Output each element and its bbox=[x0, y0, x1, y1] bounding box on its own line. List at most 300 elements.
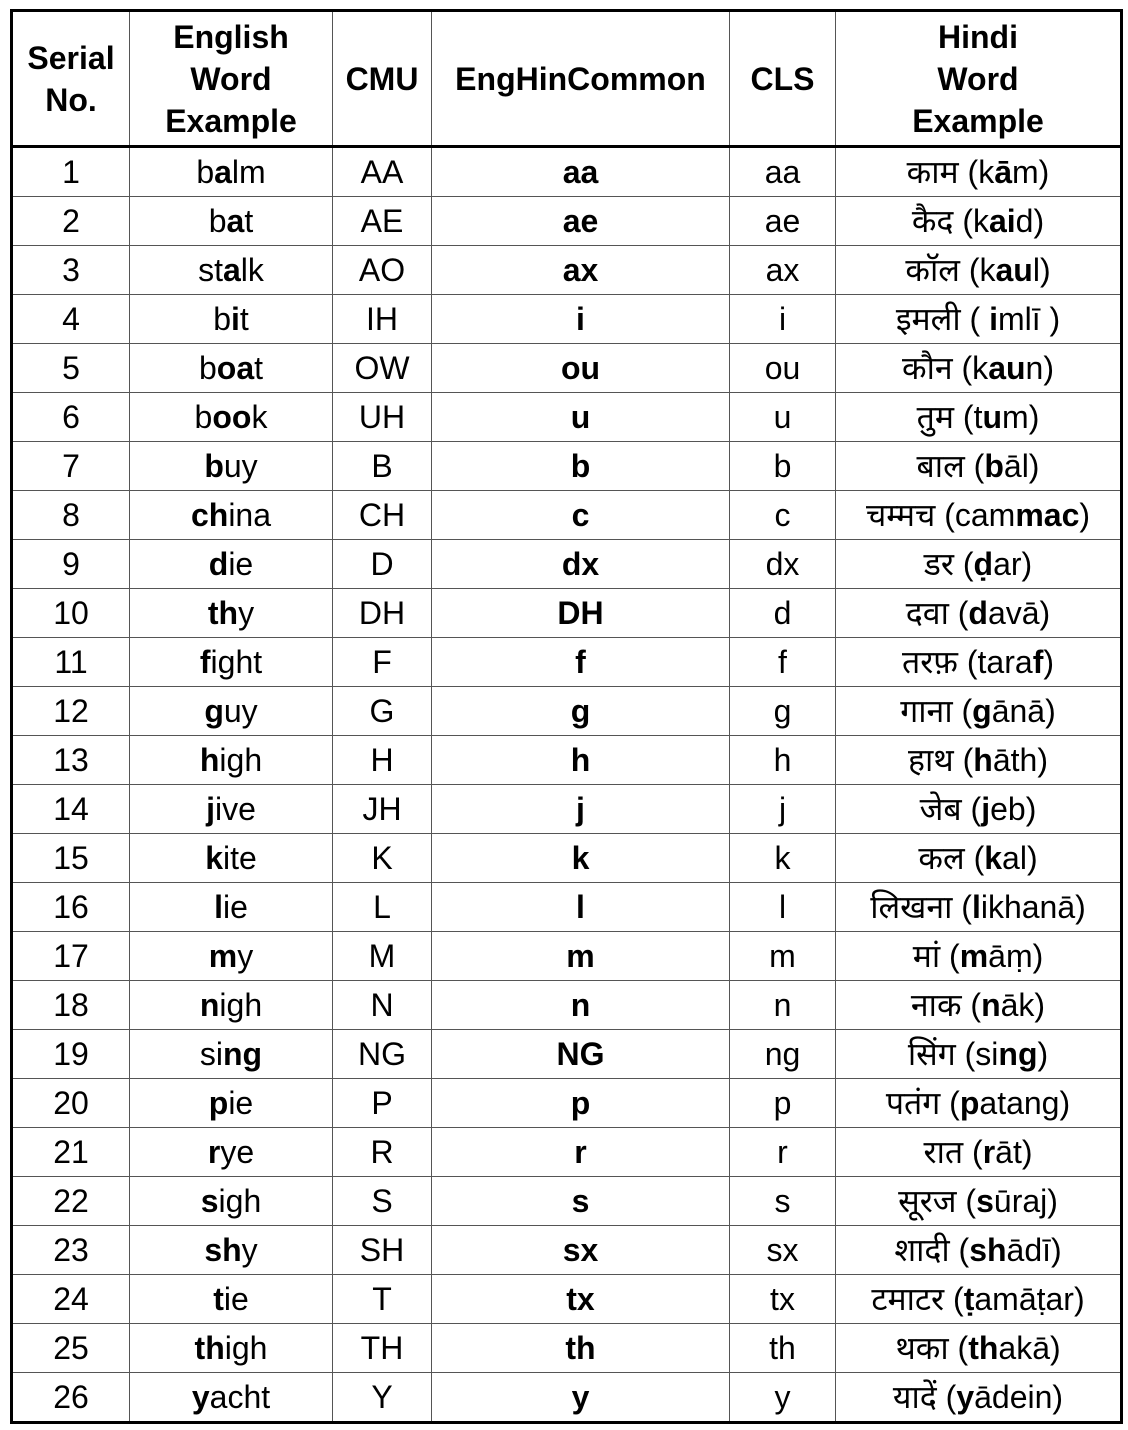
header-line: Word bbox=[937, 60, 1019, 97]
text-segment: ive bbox=[214, 791, 256, 827]
text-segment: ūraj) bbox=[993, 1183, 1058, 1219]
highlighted-segment: h bbox=[973, 742, 993, 778]
text-segment: शादी ( bbox=[894, 1232, 970, 1268]
english-example-cell bbox=[130, 932, 333, 981]
enghincommon-cell: n bbox=[432, 981, 730, 1030]
table-row bbox=[12, 981, 1122, 1030]
cmu-cell: S bbox=[333, 1177, 432, 1226]
highlighted-segment: r bbox=[982, 1134, 996, 1170]
highlighted-segment: i bbox=[989, 301, 998, 337]
text-segment: āt) bbox=[995, 1134, 1033, 1170]
text-segment: āl) bbox=[1003, 448, 1040, 484]
cls-cell: r bbox=[730, 1128, 836, 1177]
hindi-example-cell bbox=[836, 540, 1122, 589]
text-segment: ) bbox=[1079, 497, 1091, 533]
highlighted-segment: g bbox=[204, 693, 224, 729]
text-segment: k bbox=[251, 399, 268, 435]
table-row bbox=[12, 687, 1122, 736]
text-segment: amāṭar) bbox=[974, 1281, 1085, 1317]
text-segment: igh bbox=[218, 1183, 262, 1219]
table-row bbox=[12, 197, 1122, 246]
text-segment: चम्मच (cam bbox=[865, 497, 1016, 533]
table-row bbox=[12, 589, 1122, 638]
header-hindi-word-example bbox=[836, 11, 1122, 147]
text-segment: st bbox=[198, 252, 223, 288]
cmu-cell: G bbox=[333, 687, 432, 736]
cmu-cell: CH bbox=[333, 491, 432, 540]
highlighted-segment: s bbox=[200, 1183, 219, 1219]
table-row bbox=[12, 638, 1122, 687]
cls-cell: ng bbox=[730, 1030, 836, 1079]
cmu-cell: UH bbox=[333, 393, 432, 442]
hindi-example-cell bbox=[836, 687, 1122, 736]
table-row bbox=[12, 1226, 1122, 1275]
hindi-example-cell bbox=[836, 1275, 1122, 1324]
english-example-cell bbox=[130, 442, 333, 491]
table-row bbox=[12, 1373, 1122, 1423]
text-segment: कैद (k bbox=[911, 203, 989, 239]
text-segment: avā) bbox=[987, 595, 1051, 631]
cmu-cell: AA bbox=[333, 147, 432, 197]
serial-cell: 19 bbox=[12, 1030, 130, 1079]
text-segment: igh bbox=[219, 987, 263, 1023]
english-example-cell bbox=[130, 540, 333, 589]
cls-cell: ax bbox=[730, 246, 836, 295]
hindi-example-cell bbox=[836, 1030, 1122, 1079]
highlighted-segment: y bbox=[956, 1379, 975, 1415]
cls-cell: d bbox=[730, 589, 836, 638]
enghincommon-cell: y bbox=[432, 1373, 730, 1423]
cls-cell: i bbox=[730, 295, 836, 344]
text-segment: ādī) bbox=[1006, 1232, 1062, 1268]
text-segment: बाल ( bbox=[916, 448, 985, 484]
english-example-cell bbox=[130, 1079, 333, 1128]
text-segment: तरफ़ (tara bbox=[901, 644, 1033, 680]
english-example-cell bbox=[130, 491, 333, 540]
text-segment: eb) bbox=[990, 791, 1037, 827]
hindi-example-cell bbox=[836, 295, 1122, 344]
english-example-cell bbox=[130, 344, 333, 393]
cmu-cell: H bbox=[333, 736, 432, 785]
serial-cell: 26 bbox=[12, 1373, 130, 1423]
highlighted-segment: th bbox=[968, 1330, 999, 1366]
cls-cell: s bbox=[730, 1177, 836, 1226]
text-segment: b bbox=[213, 301, 231, 337]
cls-cell: g bbox=[730, 687, 836, 736]
text-segment: akā) bbox=[998, 1330, 1061, 1366]
text-segment: तुम (t bbox=[916, 399, 983, 435]
text-segment: कल ( bbox=[918, 840, 985, 876]
serial-cell: 8 bbox=[12, 491, 130, 540]
highlighted-segment: f bbox=[199, 644, 211, 680]
enghincommon-cell: i bbox=[432, 295, 730, 344]
text-segment: कौन (k bbox=[902, 350, 989, 386]
text-segment: ānā) bbox=[991, 693, 1056, 729]
header-line: Serial bbox=[27, 39, 115, 76]
table-row bbox=[12, 295, 1122, 344]
text-segment: t bbox=[239, 301, 249, 337]
highlighted-segment: ng bbox=[223, 1036, 263, 1072]
highlighted-segment: sh bbox=[969, 1232, 1007, 1268]
enghincommon-cell: r bbox=[432, 1128, 730, 1177]
text-segment: igh bbox=[224, 1330, 268, 1366]
serial-cell: 13 bbox=[12, 736, 130, 785]
serial-cell: 17 bbox=[12, 932, 130, 981]
serial-cell: 7 bbox=[12, 442, 130, 491]
enghincommon-cell: j bbox=[432, 785, 730, 834]
hindi-example-cell bbox=[836, 883, 1122, 932]
text-segment: कॉल (k bbox=[905, 252, 996, 288]
text-segment: रात ( bbox=[923, 1134, 983, 1170]
serial-cell: 16 bbox=[12, 883, 130, 932]
highlighted-segment: th bbox=[194, 1330, 225, 1366]
highlighted-segment: oo bbox=[212, 399, 252, 435]
highlighted-segment: a bbox=[226, 203, 245, 239]
cmu-cell: N bbox=[333, 981, 432, 1030]
table-row bbox=[12, 442, 1122, 491]
hindi-example-cell bbox=[836, 1226, 1122, 1275]
header-line: Hindi bbox=[938, 18, 1018, 55]
table-row bbox=[12, 1030, 1122, 1079]
table-row bbox=[12, 785, 1122, 834]
text-segment: y bbox=[237, 938, 254, 974]
text-segment: ie bbox=[228, 1085, 254, 1121]
text-segment: y bbox=[238, 595, 255, 631]
text-segment: mlī ) bbox=[997, 301, 1061, 337]
text-segment: m) bbox=[1012, 154, 1050, 190]
serial-cell: 24 bbox=[12, 1275, 130, 1324]
table-row bbox=[12, 1128, 1122, 1177]
english-example-cell bbox=[130, 834, 333, 883]
serial-cell: 10 bbox=[12, 589, 130, 638]
text-segment: t bbox=[244, 203, 254, 239]
highlighted-segment: d bbox=[968, 595, 988, 631]
table-row bbox=[12, 834, 1122, 883]
highlighted-segment: g bbox=[972, 693, 992, 729]
serial-cell: 25 bbox=[12, 1324, 130, 1373]
highlighted-segment: ng bbox=[998, 1036, 1038, 1072]
cls-cell: ae bbox=[730, 197, 836, 246]
highlighted-segment: m bbox=[959, 938, 989, 974]
enghincommon-cell: g bbox=[432, 687, 730, 736]
header-enghincommon bbox=[432, 11, 730, 147]
english-example-cell bbox=[130, 1324, 333, 1373]
text-segment: नाक ( bbox=[910, 987, 982, 1023]
text-segment: al) bbox=[1002, 840, 1038, 876]
table-row bbox=[12, 736, 1122, 785]
header-line: EngHinCommon bbox=[455, 60, 706, 97]
english-example-cell bbox=[130, 197, 333, 246]
enghincommon-cell: l bbox=[432, 883, 730, 932]
header-cmu bbox=[333, 11, 432, 147]
text-segment: मां ( bbox=[912, 938, 960, 974]
hindi-example-cell bbox=[836, 393, 1122, 442]
text-segment: āth) bbox=[992, 742, 1048, 778]
text-segment: गाना ( bbox=[900, 693, 973, 729]
text-segment: b bbox=[196, 154, 215, 190]
text-segment: b bbox=[194, 399, 213, 435]
cls-cell: j bbox=[730, 785, 836, 834]
hindi-example-cell bbox=[836, 981, 1122, 1030]
serial-cell: 6 bbox=[12, 393, 130, 442]
highlighted-segment: a bbox=[214, 154, 232, 190]
highlighted-segment: th bbox=[207, 595, 239, 631]
english-example-cell bbox=[130, 1275, 333, 1324]
english-example-cell bbox=[130, 1128, 333, 1177]
cls-cell: c bbox=[730, 491, 836, 540]
cls-cell: u bbox=[730, 393, 836, 442]
highlighted-segment: au bbox=[995, 252, 1033, 288]
enghincommon-cell: sx bbox=[432, 1226, 730, 1275]
text-segment: b bbox=[208, 203, 227, 239]
highlighted-segment: sh bbox=[204, 1232, 242, 1268]
highlighted-segment: b bbox=[984, 448, 1004, 484]
serial-cell: 2 bbox=[12, 197, 130, 246]
hindi-example-cell bbox=[836, 442, 1122, 491]
hindi-example-cell bbox=[836, 1177, 1122, 1226]
cmu-cell: JH bbox=[333, 785, 432, 834]
text-segment: ie bbox=[223, 1281, 249, 1317]
highlighted-segment: j bbox=[206, 791, 215, 827]
text-segment: y bbox=[241, 1232, 258, 1268]
cls-cell: aa bbox=[730, 147, 836, 197]
english-example-cell bbox=[130, 1030, 333, 1079]
table-row bbox=[12, 1275, 1122, 1324]
highlighted-segment: j bbox=[981, 791, 991, 827]
header-line: No. bbox=[45, 81, 97, 118]
enghincommon-cell: ax bbox=[432, 246, 730, 295]
hindi-example-cell bbox=[836, 1324, 1122, 1373]
english-example-cell bbox=[130, 1373, 333, 1423]
text-segment: atang) bbox=[979, 1085, 1071, 1121]
hindi-example-cell bbox=[836, 147, 1122, 197]
highlighted-segment: p bbox=[959, 1085, 980, 1121]
highlighted-segment: m bbox=[208, 938, 238, 974]
highlighted-segment: t bbox=[213, 1281, 224, 1317]
cls-cell: y bbox=[730, 1373, 836, 1423]
header-line: CLS bbox=[750, 60, 815, 97]
cmu-cell: D bbox=[333, 540, 432, 589]
text-segment: ie bbox=[222, 889, 248, 925]
enghincommon-cell: DH bbox=[432, 589, 730, 638]
text-segment: ina bbox=[228, 497, 272, 533]
enghincommon-cell: aa bbox=[432, 147, 730, 197]
serial-cell: 15 bbox=[12, 834, 130, 883]
highlighted-segment: k bbox=[984, 840, 1003, 876]
text-segment: ar) bbox=[993, 546, 1033, 582]
text-segment: सूरज ( bbox=[898, 1183, 977, 1219]
hindi-example-cell bbox=[836, 589, 1122, 638]
text-segment: डर ( bbox=[923, 546, 974, 582]
table-row bbox=[12, 1079, 1122, 1128]
hindi-example-cell bbox=[836, 1373, 1122, 1423]
table-row bbox=[12, 147, 1122, 197]
highlighted-segment: s bbox=[976, 1183, 994, 1219]
text-segment: uy bbox=[223, 448, 258, 484]
english-example-cell bbox=[130, 295, 333, 344]
cmu-cell: F bbox=[333, 638, 432, 687]
text-segment: m) bbox=[1002, 399, 1040, 435]
cls-cell: dx bbox=[730, 540, 836, 589]
enghincommon-cell: tx bbox=[432, 1275, 730, 1324]
hindi-example-cell bbox=[836, 834, 1122, 883]
text-segment: काम (k bbox=[906, 154, 995, 190]
cmu-cell: AO bbox=[333, 246, 432, 295]
header-row bbox=[12, 11, 1122, 147]
cmu-cell: P bbox=[333, 1079, 432, 1128]
highlighted-segment: a bbox=[222, 252, 241, 288]
highlighted-segment: p bbox=[208, 1085, 229, 1121]
cmu-cell: B bbox=[333, 442, 432, 491]
header-english-word-example bbox=[130, 11, 333, 147]
table-row bbox=[12, 883, 1122, 932]
highlighted-segment: d bbox=[208, 546, 229, 582]
cmu-cell: OW bbox=[333, 344, 432, 393]
text-segment: d) bbox=[1015, 203, 1045, 239]
table-row bbox=[12, 491, 1122, 540]
highlighted-segment: au bbox=[988, 350, 1026, 386]
serial-cell: 23 bbox=[12, 1226, 130, 1275]
header-cls bbox=[730, 11, 836, 147]
cls-cell: th bbox=[730, 1324, 836, 1373]
text-segment: igh bbox=[219, 742, 263, 778]
text-segment: ie bbox=[228, 546, 254, 582]
serial-cell: 14 bbox=[12, 785, 130, 834]
english-example-cell bbox=[130, 981, 333, 1030]
cls-cell: n bbox=[730, 981, 836, 1030]
text-segment: l) bbox=[1032, 252, 1051, 288]
cmu-cell: IH bbox=[333, 295, 432, 344]
serial-cell: 12 bbox=[12, 687, 130, 736]
highlighted-segment: ch bbox=[190, 497, 229, 533]
english-example-cell bbox=[130, 638, 333, 687]
text-segment: si bbox=[199, 1036, 223, 1072]
header-line: CMU bbox=[345, 60, 419, 97]
highlighted-segment: n bbox=[199, 987, 220, 1023]
cmu-cell: K bbox=[333, 834, 432, 883]
enghincommon-cell: k bbox=[432, 834, 730, 883]
cmu-cell: NG bbox=[333, 1030, 432, 1079]
text-segment: लिखना ( bbox=[870, 889, 972, 925]
table-row bbox=[12, 1324, 1122, 1373]
serial-cell: 21 bbox=[12, 1128, 130, 1177]
serial-cell: 9 bbox=[12, 540, 130, 589]
cls-cell: l bbox=[730, 883, 836, 932]
cls-cell: h bbox=[730, 736, 836, 785]
enghincommon-cell: ou bbox=[432, 344, 730, 393]
cls-cell: b bbox=[730, 442, 836, 491]
hindi-example-cell bbox=[836, 736, 1122, 785]
text-segment: ye bbox=[220, 1134, 255, 1170]
cls-cell: m bbox=[730, 932, 836, 981]
serial-cell: 5 bbox=[12, 344, 130, 393]
hindi-example-cell bbox=[836, 932, 1122, 981]
header-serial-no bbox=[12, 11, 130, 147]
table-row bbox=[12, 393, 1122, 442]
cmu-cell: DH bbox=[333, 589, 432, 638]
highlighted-segment: r bbox=[207, 1134, 221, 1170]
table-row bbox=[12, 540, 1122, 589]
table-header bbox=[12, 11, 1122, 147]
cmu-cell: R bbox=[333, 1128, 432, 1177]
text-segment: uy bbox=[223, 693, 258, 729]
header-line: Example bbox=[912, 102, 1044, 139]
enghincommon-cell: f bbox=[432, 638, 730, 687]
serial-cell: 4 bbox=[12, 295, 130, 344]
highlighted-segment: ḍ bbox=[973, 546, 994, 582]
english-example-cell bbox=[130, 736, 333, 785]
text-segment: हाथ ( bbox=[908, 742, 974, 778]
hindi-example-cell bbox=[836, 1128, 1122, 1177]
highlighted-segment: oa bbox=[216, 350, 255, 386]
table-row bbox=[12, 246, 1122, 295]
text-segment: ) bbox=[1037, 1036, 1049, 1072]
highlighted-segment: y bbox=[191, 1379, 210, 1415]
header-line: Word bbox=[190, 60, 272, 97]
cls-cell: f bbox=[730, 638, 836, 687]
enghincommon-cell: dx bbox=[432, 540, 730, 589]
cls-cell: p bbox=[730, 1079, 836, 1128]
enghincommon-cell: NG bbox=[432, 1030, 730, 1079]
text-segment: टमाटर ( bbox=[871, 1281, 964, 1317]
table-row bbox=[12, 344, 1122, 393]
text-segment: āk) bbox=[1000, 987, 1046, 1023]
highlighted-segment: l bbox=[214, 889, 223, 925]
hindi-example-cell bbox=[836, 197, 1122, 246]
cls-cell: ou bbox=[730, 344, 836, 393]
text-segment: ) bbox=[1043, 644, 1054, 680]
text-segment: lk bbox=[240, 252, 264, 288]
serial-cell: 22 bbox=[12, 1177, 130, 1226]
highlighted-segment: h bbox=[199, 742, 220, 778]
cmu-cell: TH bbox=[333, 1324, 432, 1373]
english-example-cell bbox=[130, 393, 333, 442]
cls-cell: k bbox=[730, 834, 836, 883]
text-segment: यादें ( bbox=[892, 1379, 957, 1415]
english-example-cell bbox=[130, 883, 333, 932]
english-example-cell bbox=[130, 589, 333, 638]
cmu-cell: T bbox=[333, 1275, 432, 1324]
phoneme-table bbox=[10, 9, 1123, 1424]
highlighted-segment: ṭ bbox=[963, 1281, 975, 1317]
text-segment: ādein) bbox=[974, 1379, 1064, 1415]
highlighted-segment: l bbox=[971, 889, 981, 925]
highlighted-segment: n bbox=[981, 987, 1001, 1023]
text-segment: acht bbox=[209, 1379, 271, 1415]
text-segment: दवा ( bbox=[905, 595, 969, 631]
english-example-cell bbox=[130, 1226, 333, 1275]
text-segment: थका ( bbox=[895, 1330, 969, 1366]
serial-cell: 20 bbox=[12, 1079, 130, 1128]
enghincommon-cell: b bbox=[432, 442, 730, 491]
cmu-cell: AE bbox=[333, 197, 432, 246]
highlighted-segment: mac bbox=[1015, 497, 1080, 533]
enghincommon-cell: u bbox=[432, 393, 730, 442]
text-segment: ikhanā) bbox=[980, 889, 1086, 925]
highlighted-segment: k bbox=[205, 840, 223, 876]
enghincommon-cell: p bbox=[432, 1079, 730, 1128]
text-segment: सिंग (si bbox=[907, 1036, 999, 1072]
serial-cell: 3 bbox=[12, 246, 130, 295]
text-segment: āṃ) bbox=[988, 938, 1044, 974]
text-segment: पतंग ( bbox=[885, 1085, 960, 1121]
serial-cell: 11 bbox=[12, 638, 130, 687]
english-example-cell bbox=[130, 246, 333, 295]
english-example-cell bbox=[130, 1177, 333, 1226]
highlighted-segment: u bbox=[982, 399, 1003, 435]
highlighted-segment: ai bbox=[988, 203, 1016, 239]
table-row bbox=[12, 1177, 1122, 1226]
